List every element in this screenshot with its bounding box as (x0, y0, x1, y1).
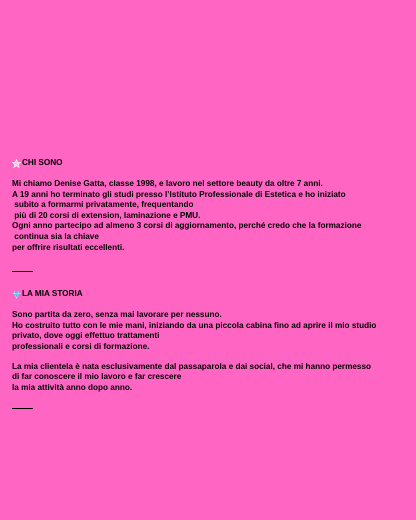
la-mia-storia-paragraph-1: Sono partita da zero, senza mai lavorare per nessuno. Ho costruito tutto con le mie mani, iniziando da una piccola cabina fino ad aprire il mio studio privato, dove oggi effettuo trattamenti professionali e corsi di formazione. (12, 310, 377, 351)
la-mia-storia-paragraph-2: La mia clientela è nata esclusivamente dal passaparola e dai social, che mi hanno permesso di far conoscere il mio lavoro e far crescere la mia attività anno dopo anno. (12, 361, 372, 392)
la-mia-storia-heading (12, 289, 408, 300)
gem-icon (12, 290, 21, 299)
section-divider-end (12, 408, 33, 409)
chi-sono-heading-text: CHI SONO (22, 158, 63, 168)
star-icon (12, 159, 21, 168)
chi-sono-heading (12, 158, 408, 169)
la-mia-storia-heading-text: LA MIA STORIA (22, 289, 83, 299)
about-page (12, 158, 408, 409)
chi-sono-paragraph: Mi chiamo Denise Gatta, classe 1998, e lavoro nel settore beauty da oltre 7 anni. A 19 anni ho terminato gli studi presso l’Istituto Professionale di Estetica e ho iniziato subito a formarmi privatamente, frequentando più di 20 corsi di extension, laminazione e PMU. Ogni anno partecipo ad almeno 3 corsi di aggiornamento, perché credo che la formazione continua sia la chiave per offrire risultati eccellenti. (12, 179, 362, 252)
